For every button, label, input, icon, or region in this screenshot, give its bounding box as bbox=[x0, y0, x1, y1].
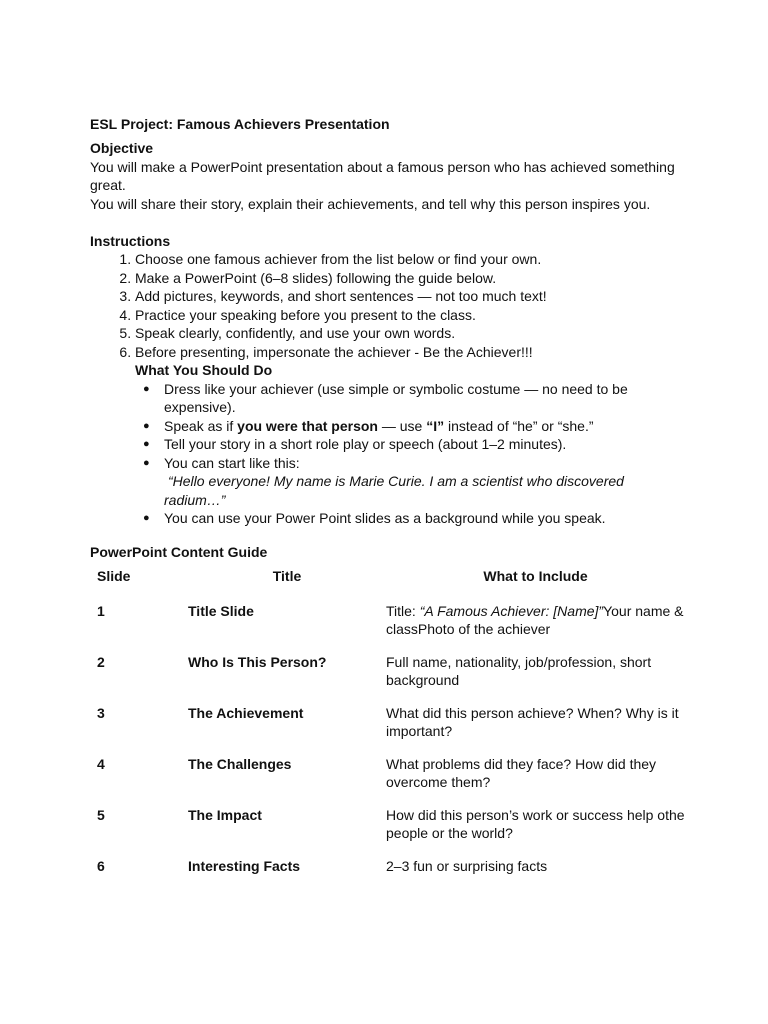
table-row bbox=[90, 598, 685, 649]
todo-speak-i: “I” bbox=[426, 417, 445, 434]
slide-number: 5 bbox=[97, 806, 105, 823]
document-page bbox=[90, 115, 685, 885]
include-emphasis: “A Famous Achiever: [Name]” bbox=[419, 602, 604, 619]
column-header-include: What to Include bbox=[483, 568, 588, 584]
todo-item-slides: ● You can use your Power Point slides as a background while you speak. bbox=[164, 509, 685, 528]
table-row bbox=[90, 802, 685, 853]
slide-title: The Impact bbox=[188, 806, 262, 823]
include-line-b: overcome them? bbox=[386, 774, 491, 790]
todo-speak-bold: you were that person bbox=[237, 417, 378, 434]
include-line-b: background bbox=[386, 672, 460, 688]
include-line-a: What problems did they face? How did they bbox=[386, 755, 657, 772]
slide-include bbox=[386, 751, 685, 802]
instruction-item: 4. Practice your speaking before you present to the class. bbox=[135, 306, 685, 325]
include-line-a: 2–3 fun or surprising facts bbox=[386, 857, 548, 874]
todo-start-text: You can start like this: bbox=[164, 454, 300, 471]
slide-title: The Achievement bbox=[188, 704, 304, 721]
todo-speak-pre: Speak as if bbox=[164, 417, 238, 434]
slide-number: 4 bbox=[97, 755, 105, 772]
instruction-item: 1. Choose one famous achiever from the list below or find your own. bbox=[135, 250, 685, 269]
slide-include bbox=[386, 649, 685, 700]
include-prefix: Title: bbox=[386, 602, 420, 619]
slide-title: The Challenges bbox=[188, 755, 292, 772]
todo-list bbox=[90, 380, 685, 528]
include-line-b: important? bbox=[386, 723, 453, 739]
slide-include bbox=[386, 598, 685, 649]
todo-item-start bbox=[164, 454, 685, 510]
slide-title: Who Is This Person? bbox=[188, 653, 327, 670]
objective-line-2: You will share their story, explain their achievements, and tell why this person inspires you. bbox=[90, 195, 651, 212]
todo-dress-line-b: expensive). bbox=[164, 399, 236, 415]
content-guide-heading: PowerPoint Content Guide bbox=[90, 543, 268, 560]
column-header-slide: Slide bbox=[97, 568, 131, 584]
content-guide-table bbox=[90, 567, 685, 885]
include-line-a: What did this person achieve? When? Why is it bbox=[386, 704, 679, 721]
slide-number: 3 bbox=[97, 704, 105, 721]
todo-speak-mid: — use bbox=[377, 417, 427, 434]
table-row bbox=[90, 700, 685, 751]
todo-item-dress bbox=[164, 380, 685, 417]
example-quote-line-a: “Hello everyone! My name is Marie Curie. I am a scientist who discovered bbox=[168, 473, 624, 489]
column-header-title: Title bbox=[272, 568, 302, 584]
instruction-item: 2. Make a PowerPoint (6–8 slides) following the guide below. bbox=[135, 269, 685, 288]
instructions-heading: Instructions bbox=[90, 232, 171, 249]
include-line-a: How did this person’s work or success help othe bbox=[386, 806, 685, 823]
todo-item-tell: ● Tell your story in a short role play or speech (about 1–2 minutes). bbox=[164, 435, 685, 454]
objective-line-1b: great. bbox=[90, 177, 126, 193]
objective-line-1a: You will make a PowerPoint presentation about a famous person who has achieved something bbox=[90, 158, 675, 175]
slide-include bbox=[386, 700, 685, 751]
instruction-item: 6. Before presenting, impersonate the achiever - Be the Achiever!!! bbox=[135, 343, 685, 362]
todo-speak-post: instead of “he” or “she.” bbox=[444, 417, 594, 434]
slide-include bbox=[386, 853, 685, 886]
instruction-item: 5. Speak clearly, confidently, and use your own words. bbox=[135, 324, 685, 343]
slide-number: 6 bbox=[97, 857, 105, 874]
todo-item-speak bbox=[164, 417, 685, 436]
instruction-item: 3. Add pictures, keywords, and short sentences — not too much text! bbox=[135, 287, 685, 306]
table-row bbox=[90, 751, 685, 802]
include-line-b: classPhoto of the achiever bbox=[386, 621, 551, 637]
table-row bbox=[90, 649, 685, 700]
example-quote-line-b: radium…” bbox=[164, 491, 226, 508]
slide-include bbox=[386, 802, 685, 853]
table-row bbox=[90, 853, 685, 886]
document-title: ESL Project: Famous Achievers Presentation bbox=[90, 116, 390, 132]
include-line-b: people or the world? bbox=[386, 825, 513, 841]
instructions-list bbox=[90, 250, 685, 361]
include-line-a: Full name, nationality, job/profession, short bbox=[386, 653, 652, 670]
slide-title: Interesting Facts bbox=[188, 857, 301, 874]
slide-number: 2 bbox=[97, 653, 105, 670]
slide-number: 1 bbox=[97, 602, 105, 619]
include-line-a: Your name & bbox=[603, 602, 684, 619]
slide-title: Title Slide bbox=[188, 602, 254, 619]
what-you-should-do-heading: What You Should Do bbox=[135, 362, 273, 378]
objective-heading: Objective bbox=[90, 140, 154, 156]
todo-dress-line-a: Dress like your achiever (use simple or symbolic costume — no need to be bbox=[164, 380, 628, 397]
table-header-row bbox=[90, 567, 685, 598]
